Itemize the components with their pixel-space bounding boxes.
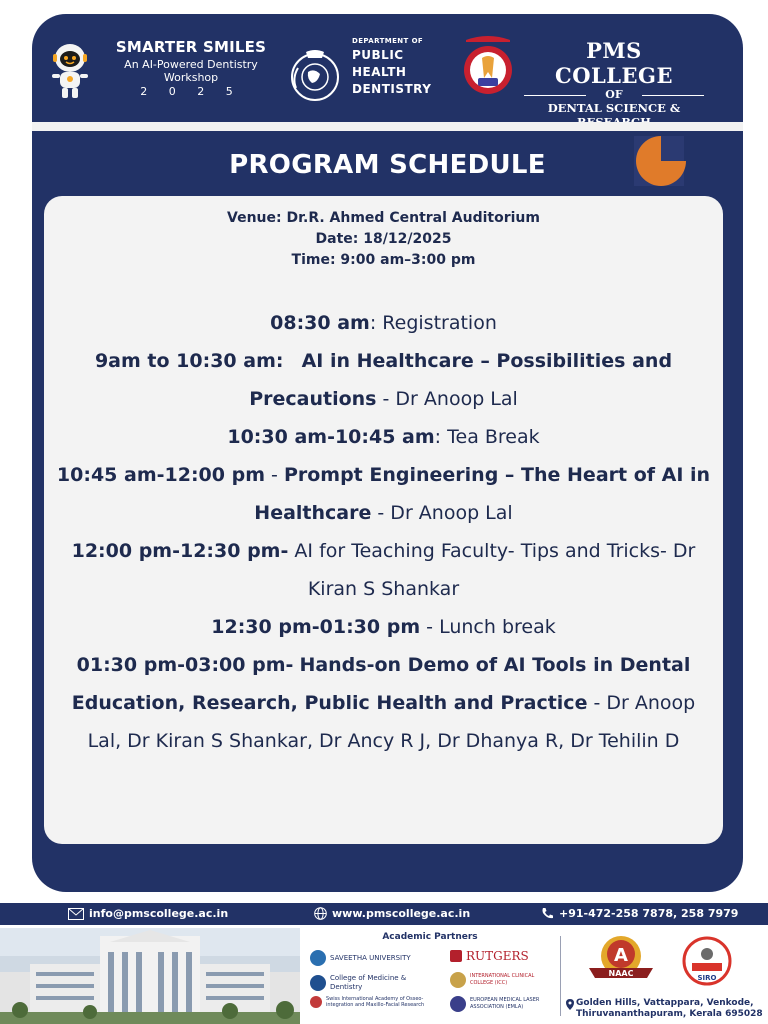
globe-icon: [314, 907, 327, 920]
schedule-list: [54, 304, 713, 760]
schedule-panel: [44, 196, 723, 844]
item-time: 12:30 pm-01:30 pm: [211, 616, 421, 638]
address-line: Thiruvananthapuram, Kerala 695028: [576, 1009, 763, 1019]
partner-logo: [450, 972, 558, 988]
item-time: 01:30 pm-03:00 pm-: [76, 654, 294, 676]
venue-text: Venue: Dr.R. Ahmed Central Auditorium: [227, 210, 540, 226]
page-title: PROGRAM SCHEDULE: [229, 150, 546, 180]
partner-name: EUROPEAN MEDICAL LASER ASSOCIATION (EMLA): [470, 997, 540, 1010]
item-detail: AI for Teaching Faculty- Tips and Tricks- Dr Kiran S Shankar: [294, 540, 696, 600]
item-separator: :: [434, 426, 448, 448]
partner-logo: [310, 974, 420, 992]
partner-badge-icon: [310, 975, 326, 991]
item-topic: AI in Healthcare – Possibilities and Precautions: [249, 350, 673, 410]
list-item: [54, 456, 713, 532]
naac-label: NAAC: [608, 969, 634, 978]
list-item: [54, 646, 713, 760]
location-pin-icon: [566, 999, 574, 1010]
contact-bar: [0, 903, 768, 925]
dept-line: PUBLIC: [352, 48, 404, 62]
partner-badge-icon: [450, 972, 466, 988]
item-separator: :: [369, 312, 383, 334]
mail-icon: [68, 908, 84, 920]
address: [566, 998, 764, 1020]
email-text: info@pmscollege.ac.in: [89, 907, 229, 920]
robot-mascot-icon: [48, 40, 92, 102]
item-time: 9am to 10:30 am:: [94, 350, 284, 372]
partner-badge-icon: [310, 950, 326, 966]
item-topic: Hands-on Demo of AI Tools in Dental Education, Research, Public Health and Practice: [71, 654, 691, 714]
item-time: 10:45 am-12:00 pm: [56, 464, 265, 486]
campus-building-image: [0, 928, 300, 1024]
list-item: [54, 532, 713, 608]
item-separator: [283, 350, 301, 372]
partner-name: SAVEETHA UNIVERSITY: [330, 953, 411, 962]
partners-title: Academic Partners: [382, 932, 478, 942]
naac-grade: A: [614, 945, 628, 966]
phone-text: +91-472-258 7878, 258 7979: [559, 907, 739, 920]
item-detail: Registration: [382, 312, 497, 334]
item-separator: -: [265, 464, 284, 486]
pms-college-crest-icon: [460, 34, 516, 98]
siro-badge-icon: [682, 936, 732, 986]
website-contact[interactable]: [314, 907, 470, 920]
website-text: www.pmscollege.ac.in: [332, 907, 471, 920]
department-name: [352, 36, 431, 98]
date-text: Date: 18/12/2025: [315, 231, 452, 247]
workshop-title: SMARTER SMILES: [115, 38, 267, 56]
item-separator: -: [420, 616, 440, 638]
phone-icon: [541, 907, 554, 920]
workshop-year: 2 0 2 5: [140, 85, 242, 98]
item-time: 10:30 am-10:45 am: [227, 426, 435, 448]
item-detail: Lunch break: [439, 616, 556, 638]
email-contact[interactable]: [68, 907, 228, 920]
partner-name: College of Medicine & Dentistry: [330, 974, 407, 991]
item-time: 08:30 am: [270, 312, 370, 334]
time-text: Time: 9:00 am–3:00 pm: [291, 252, 476, 268]
event-details: [44, 208, 723, 271]
pie-decoration-icon: [634, 134, 688, 188]
header-divider: [32, 122, 743, 131]
college-name-line: DENTAL SCIENCE &: [547, 101, 681, 115]
workshop-subtitle: An AI-Powered Dentistry: [124, 58, 258, 71]
schedule-card: [32, 14, 743, 892]
workshop-label: Workshop: [163, 71, 219, 84]
partner-badge-icon: [310, 996, 322, 1008]
partner-logo: [450, 996, 558, 1012]
phone-contact[interactable]: [541, 907, 738, 920]
partner-badge-icon: [450, 996, 466, 1012]
header: [32, 14, 743, 120]
item-speaker: - Dr Anoop Lal: [376, 388, 518, 410]
partner-name: INTERNATIONAL CLINICAL COLLEGE (ICC): [470, 973, 535, 986]
partner-name: Swiss International Academy of Osseo-integration and Maxillo-Facial Research: [326, 996, 425, 1008]
list-item: [54, 608, 713, 646]
college-name-line: PMS COLLEGE: [555, 38, 673, 88]
globe-tooth-icon: [288, 48, 342, 102]
college-name: [524, 38, 704, 129]
item-speaker: - Dr Anoop Lal: [371, 502, 513, 524]
partner-logo: [310, 996, 450, 1008]
footer-divider: [560, 936, 561, 1016]
dept-line: DEPARTMENT OF: [352, 37, 424, 45]
dept-line: HEALTH: [352, 65, 407, 79]
dept-line: DENTISTRY: [352, 82, 432, 96]
item-detail: Tea Break: [447, 426, 540, 448]
college-name-line: OF: [524, 88, 704, 101]
partner-logo: [310, 950, 420, 966]
siro-label: SIRO: [697, 974, 717, 982]
partner-name: RUTGERS: [466, 948, 529, 963]
item-speaker: - Dr Anoop Lal, Dr Kiran S Shankar, Dr Ancy R J, Dr Dhanya R, Dr Tehilin D: [87, 692, 696, 752]
list-item: [54, 418, 713, 456]
partner-logo: [450, 950, 558, 962]
partner-badge-icon: [450, 950, 462, 962]
workshop-title-block: [106, 38, 276, 98]
list-item: [54, 342, 713, 418]
item-time: 12:00 pm-12:30 pm-: [71, 540, 289, 562]
address-line: Golden Hills, Vattappara, Venkode,: [576, 998, 754, 1008]
naac-badge-icon: [585, 934, 657, 986]
list-item: [54, 304, 713, 342]
item-topic: Prompt Engineering – The Heart of AI in Healthcare: [254, 464, 711, 524]
